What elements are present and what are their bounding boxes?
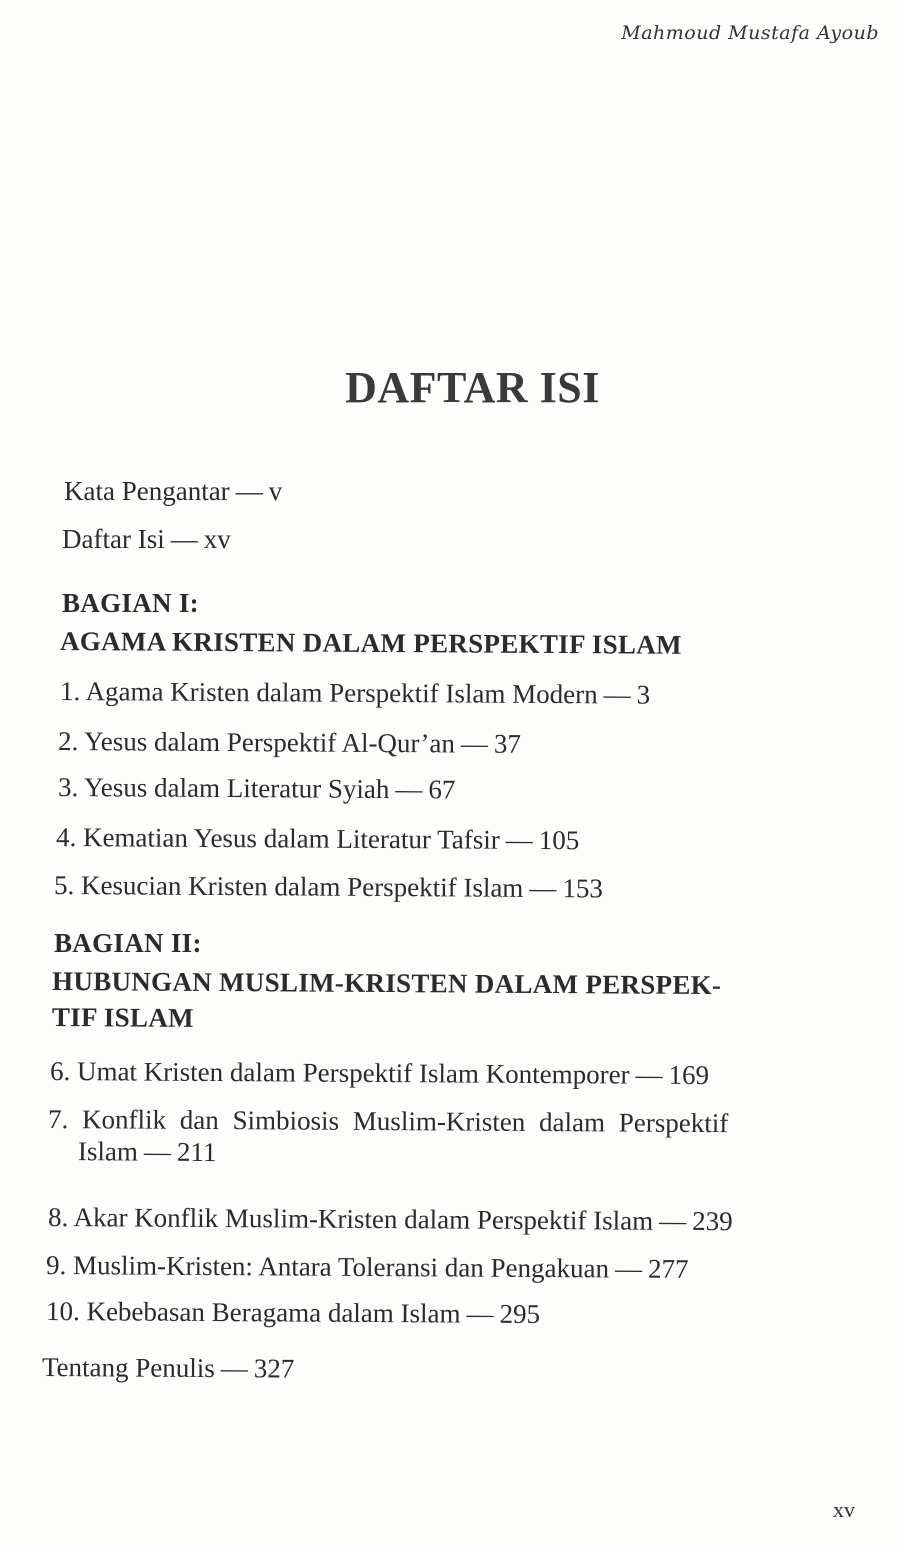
chapter-page: 239 xyxy=(692,1205,733,1237)
chapter-number: 6. xyxy=(49,1056,71,1087)
chapter-page: 211 xyxy=(176,1136,217,1168)
chapter-page: 295 xyxy=(499,1298,541,1330)
chapter-title: Kebebasan Beragama dalam Islam xyxy=(86,1296,461,1329)
toc-separator: — xyxy=(220,1353,248,1384)
chapter-number: 10. xyxy=(45,1296,80,1327)
part-1-title: AGAMA KRISTEN DALAM PERSPEKTIF ISLAM xyxy=(59,626,682,660)
chapter-number: 1. xyxy=(59,676,81,707)
toc-separator: — xyxy=(395,774,423,805)
chapter-page: 153 xyxy=(562,873,603,904)
chapter-number: 4. xyxy=(55,822,77,853)
chapter-entry xyxy=(54,870,603,903)
chapter-title: Akar Konflik Muslim-Kristen dalam Perspektif Islam xyxy=(73,1202,654,1236)
toc-entry-label: Daftar Isi xyxy=(62,524,165,554)
toc-separator: — xyxy=(603,679,631,710)
toc-entry-kata-pengantar xyxy=(64,476,282,506)
chapter-title: Umat Kristen dalam Perspektif Islam Kontemporer xyxy=(76,1056,630,1090)
running-head: Mahmoud Mustafa Ayoub xyxy=(621,22,879,44)
chapter-entry xyxy=(48,1202,733,1236)
toc-entry-page: 327 xyxy=(253,1353,295,1384)
chapter-entry xyxy=(50,1056,709,1090)
chapter-page: 105 xyxy=(538,824,580,856)
toc-separator: — xyxy=(614,1253,643,1284)
chapter-number: 7. xyxy=(48,1104,69,1135)
chapter-entry xyxy=(56,822,579,855)
toc-separator: — xyxy=(466,1298,494,1329)
chapter-title: Yesus dalam Literatur Syiah xyxy=(83,772,390,805)
toc-separator: — xyxy=(529,872,557,904)
chapter-title-continued: Islam xyxy=(77,1136,138,1167)
chapter-title: Agama Kristen dalam Perspektif Islam Modern xyxy=(85,676,598,710)
toc-entry-label: Kata Pengantar xyxy=(64,476,230,506)
chapter-page: 169 xyxy=(668,1059,710,1091)
toc-separator: — xyxy=(143,1136,171,1167)
chapter-number: 2. xyxy=(57,726,79,757)
chapter-entry xyxy=(58,726,521,759)
toc-separator: — xyxy=(170,524,198,554)
chapter-title: Yesus dalam Perspektif Al-Qur’an xyxy=(83,726,456,759)
chapter-page: 37 xyxy=(493,728,522,759)
chapter-entry xyxy=(60,676,650,710)
toc-separator: — xyxy=(235,476,263,506)
chapter-title: Muslim-Kristen: Antara Toleransi dan Pengakuan xyxy=(72,1250,610,1284)
chapter-page: 3 xyxy=(636,679,651,710)
toc-entry-tentang-penulis xyxy=(42,1352,295,1384)
part-2-title-line: HUBUNGAN MUSLIM-KRISTEN DALAM PERSPEK- xyxy=(52,966,722,1001)
chapter-page: 67 xyxy=(428,774,456,805)
toc-separator: — xyxy=(659,1205,687,1236)
toc-entry-daftar-isi xyxy=(62,524,231,554)
toc-separator: — xyxy=(505,824,533,855)
chapter-title: Kesucian Kristen dalam Perspektif Islam xyxy=(80,870,524,903)
chapter-title: Kematian Yesus dalam Literatur Tafsir xyxy=(82,822,500,855)
chapter-entry xyxy=(48,1104,868,1171)
toc-separator: — xyxy=(635,1059,663,1090)
chapter-number: 3. xyxy=(57,772,79,803)
chapter-entry xyxy=(58,772,456,804)
chapter-number: 5. xyxy=(53,870,75,901)
part-2-title-line: TIF ISLAM xyxy=(51,1001,194,1033)
chapter-entry xyxy=(46,1250,689,1284)
toc-separator: — xyxy=(460,728,489,759)
chapter-number: 9. xyxy=(45,1250,67,1281)
toc-entry-label: Tentang Penulis xyxy=(41,1352,215,1384)
chapter-page: 277 xyxy=(647,1253,689,1284)
chapter-entry xyxy=(46,1296,540,1329)
chapter-title: Konflik dan Simbiosis Muslim-Kristen dalam Perspektif xyxy=(82,1104,729,1139)
chapter-number: 8. xyxy=(47,1202,69,1233)
page-number: xv xyxy=(833,1497,855,1522)
toc-entry-page: xv xyxy=(203,524,231,554)
part-2-title xyxy=(52,966,872,1037)
toc-entry-page: v xyxy=(268,476,283,506)
part-1-label: BAGIAN I: xyxy=(62,588,199,618)
page-title: DAFTAR ISI xyxy=(345,363,600,412)
part-2-label: BAGIAN II: xyxy=(54,928,202,958)
